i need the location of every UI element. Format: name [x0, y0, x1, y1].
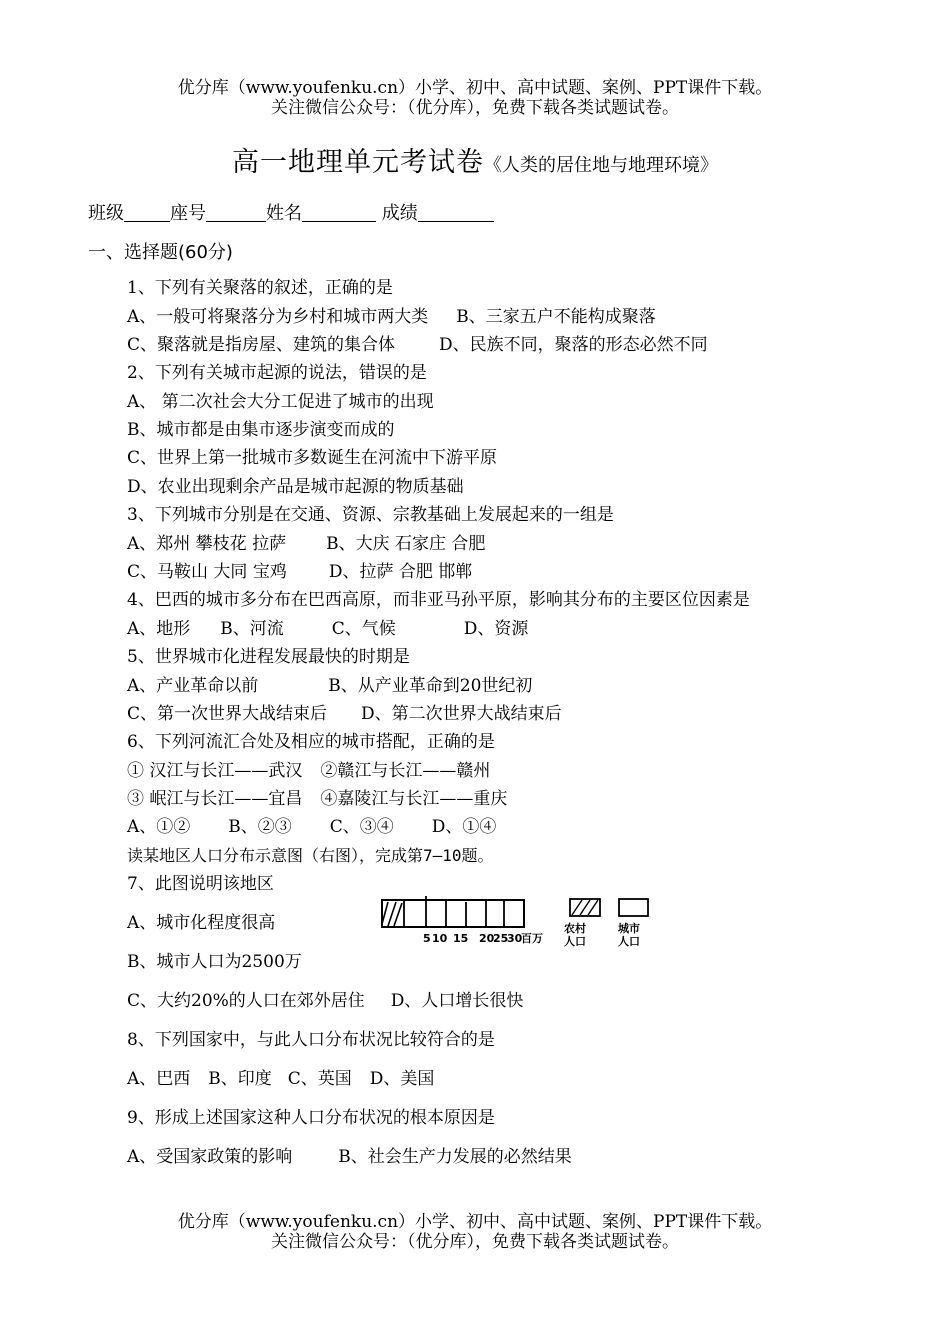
q3-option-b: B、大庆 石家庄 合肥 — [326, 534, 486, 554]
q9-option-a: A、受国家政策的影响 — [127, 1147, 293, 1167]
q7-stem: 7、此图说明该地区 — [127, 874, 274, 894]
q6-items-12 — [127, 760, 490, 782]
scale-label: 25 — [493, 932, 509, 945]
q4-stem: 4、巴西的城市多分布在巴西高原，而非亚马孙平原，影响其分布的主要区位因素是 — [127, 590, 750, 610]
q8-options — [127, 1068, 434, 1090]
q3-stem: 3、下列城市分别是在交通、资源、宗教基础上发展起来的一组是 — [127, 505, 614, 525]
footer-line-2: 关注微信公众号：（优分库），免费下载各类试题试卷。 — [271, 1232, 679, 1252]
q5-stem: 5、世界城市化进程发展最快的时期是 — [127, 647, 410, 667]
q3-option-d: D、拉萨 合肥 邯郸 — [328, 562, 473, 582]
q5-options-ab — [127, 675, 532, 697]
legend-urban-label-1: 城市 — [618, 922, 640, 935]
population-bar — [382, 896, 524, 927]
q2-option-a: A、 第二次社会大分工促进了城市的出现 — [127, 392, 434, 412]
q6-items-34 — [127, 788, 507, 810]
exam-subtitle: 《人类的居住地与地理环境》 — [484, 155, 718, 176]
q1-option-d: D、民族不同，聚落的形态必然不同 — [439, 335, 708, 355]
class-blank — [124, 203, 170, 222]
q3-options-cd — [127, 561, 472, 583]
q4-options — [127, 618, 528, 640]
q7-options-cd — [127, 990, 523, 1012]
scale-label: 10 — [432, 932, 448, 945]
q8-stem: 8、下列国家中，与此人口分布状况比较符合的是 — [127, 1030, 495, 1050]
scale-unit: 百万 — [521, 932, 543, 945]
q6-option-b: B、②③ — [228, 817, 292, 837]
q5-option-d: D、第二次世界大战结束后 — [361, 704, 562, 724]
scale-label: 15 — [453, 932, 469, 945]
q1-options-ab — [127, 306, 656, 328]
q5-option-b: B、从产业革命到20世纪初 — [328, 676, 533, 696]
legend-urban — [618, 899, 648, 948]
q7-option-a: A、城市化程度很高 — [127, 913, 276, 933]
section-heading: 一、选择题(60分) — [88, 242, 233, 263]
population-diagram — [380, 894, 660, 956]
score-label: 成绩 — [381, 203, 418, 224]
legend-rural — [564, 899, 600, 948]
student-info — [88, 199, 494, 225]
legend-rural-label-1: 农村 — [564, 922, 586, 935]
header-line-1: 优分库（www.youfenku.cn）小学、初中、高中试题、案例、PPT课件下载。 — [177, 78, 773, 98]
q1-option-c: C、聚落就是指房屋、建筑的集合体 — [127, 335, 396, 355]
q3-option-a: A、郑州 攀枝花 拉萨 — [127, 534, 287, 554]
q4-option-a: A、地形 — [127, 619, 191, 639]
q3-option-c: C、马鞍山 大同 宝鸡 — [127, 562, 287, 582]
q8-option-c: C、英国 — [287, 1069, 352, 1089]
class-label: 班级 — [88, 203, 124, 224]
q4-option-c: C、气候 — [331, 619, 396, 639]
seat-label: 座号 — [170, 203, 206, 224]
q5-options-cd — [127, 703, 562, 725]
header-line-2: 关注微信公众号：（优分库），免费下载各类试题试卷。 — [271, 98, 679, 118]
q1-stem: 1、下列有关聚落的叙述，正确的是 — [127, 278, 393, 298]
q7-option-d: D、人口增长很快 — [390, 991, 524, 1011]
q2-option-b: B、城市都是由集市逐步演变而成的 — [127, 420, 395, 440]
q1-option-b: B、三家五户不能构成聚落 — [456, 307, 656, 327]
hatch-line — [588, 900, 598, 915]
name-blank — [302, 203, 376, 222]
legend-urban-label-2: 人口 — [618, 935, 640, 948]
q6-stem: 6、下列河流汇合处及相应的城市搭配，正确的是 — [127, 732, 495, 752]
q9-option-b: B、社会生产力发展的必然结果 — [338, 1147, 572, 1167]
q8-option-b: B、印度 — [208, 1069, 272, 1089]
q8-option-d: D、美国 — [369, 1069, 435, 1089]
q6-item-2: ②赣江与长江——赣州 — [320, 761, 491, 781]
scale-label: 30 — [507, 932, 523, 945]
q6-item-1: ① 汉江与长江——武汉 — [127, 761, 303, 781]
name-label: 姓名 — [266, 203, 302, 224]
q5-option-a: A、产业革命以前 — [127, 676, 259, 696]
legend-rural-label-2: 人口 — [564, 935, 586, 948]
q1-options-cd — [127, 334, 708, 356]
scale-label: 5 — [423, 932, 431, 945]
q4-option-b: B、河流 — [220, 619, 284, 639]
q9-options — [127, 1146, 572, 1168]
legend-urban-swatch — [619, 899, 648, 916]
q1-option-a: A、一般可将聚落分为乡村和城市两大类 — [127, 307, 429, 327]
q2-option-d: D、农业出现剩余产品是城市起源的物质基础 — [127, 477, 464, 497]
q2-stem: 2、下列有关城市起源的说法，错误的是 — [127, 363, 427, 383]
hatch-line — [572, 900, 582, 915]
q6-item-3: ③ 岷江与长江——宜昌 — [127, 789, 303, 809]
q6-option-c: C、③④ — [329, 817, 394, 837]
q6-option-a: A、①② — [127, 817, 191, 837]
q3-options-ab — [127, 533, 485, 555]
hatch-line — [580, 900, 590, 915]
q7-option-b: B、城市人口为2500万 — [127, 952, 302, 972]
score-blank — [418, 203, 494, 222]
page-title — [0, 140, 950, 179]
q5-option-c: C、第一次世界大战结束后 — [127, 704, 328, 724]
q6-options — [127, 816, 496, 838]
reading-instruction: 读某地区人口分布示意图（右图），完成第7—10题。 — [127, 846, 494, 865]
footer-line-1: 优分库（www.youfenku.cn）小学、初中、高中试题、案例、PPT课件下载。 — [177, 1212, 773, 1232]
q6-item-4: ④嘉陵江与长江——重庆 — [320, 789, 508, 809]
q8-option-a: A、巴西 — [127, 1069, 191, 1089]
seat-blank — [206, 203, 266, 222]
scale-label: 20 — [479, 932, 495, 945]
q4-option-d: D、资源 — [463, 619, 529, 639]
q6-option-d: D、①④ — [431, 817, 497, 837]
q2-option-c: C、世界上第一批城市多数诞生在河流中下游平原 — [127, 448, 498, 468]
q7-option-c: C、大约20%的人口在郊外居住 — [127, 991, 365, 1011]
exam-title: 高一地理单元考试卷 — [232, 147, 484, 178]
q9-stem: 9、形成上述国家这种人口分布状况的根本原因是 — [127, 1108, 495, 1128]
